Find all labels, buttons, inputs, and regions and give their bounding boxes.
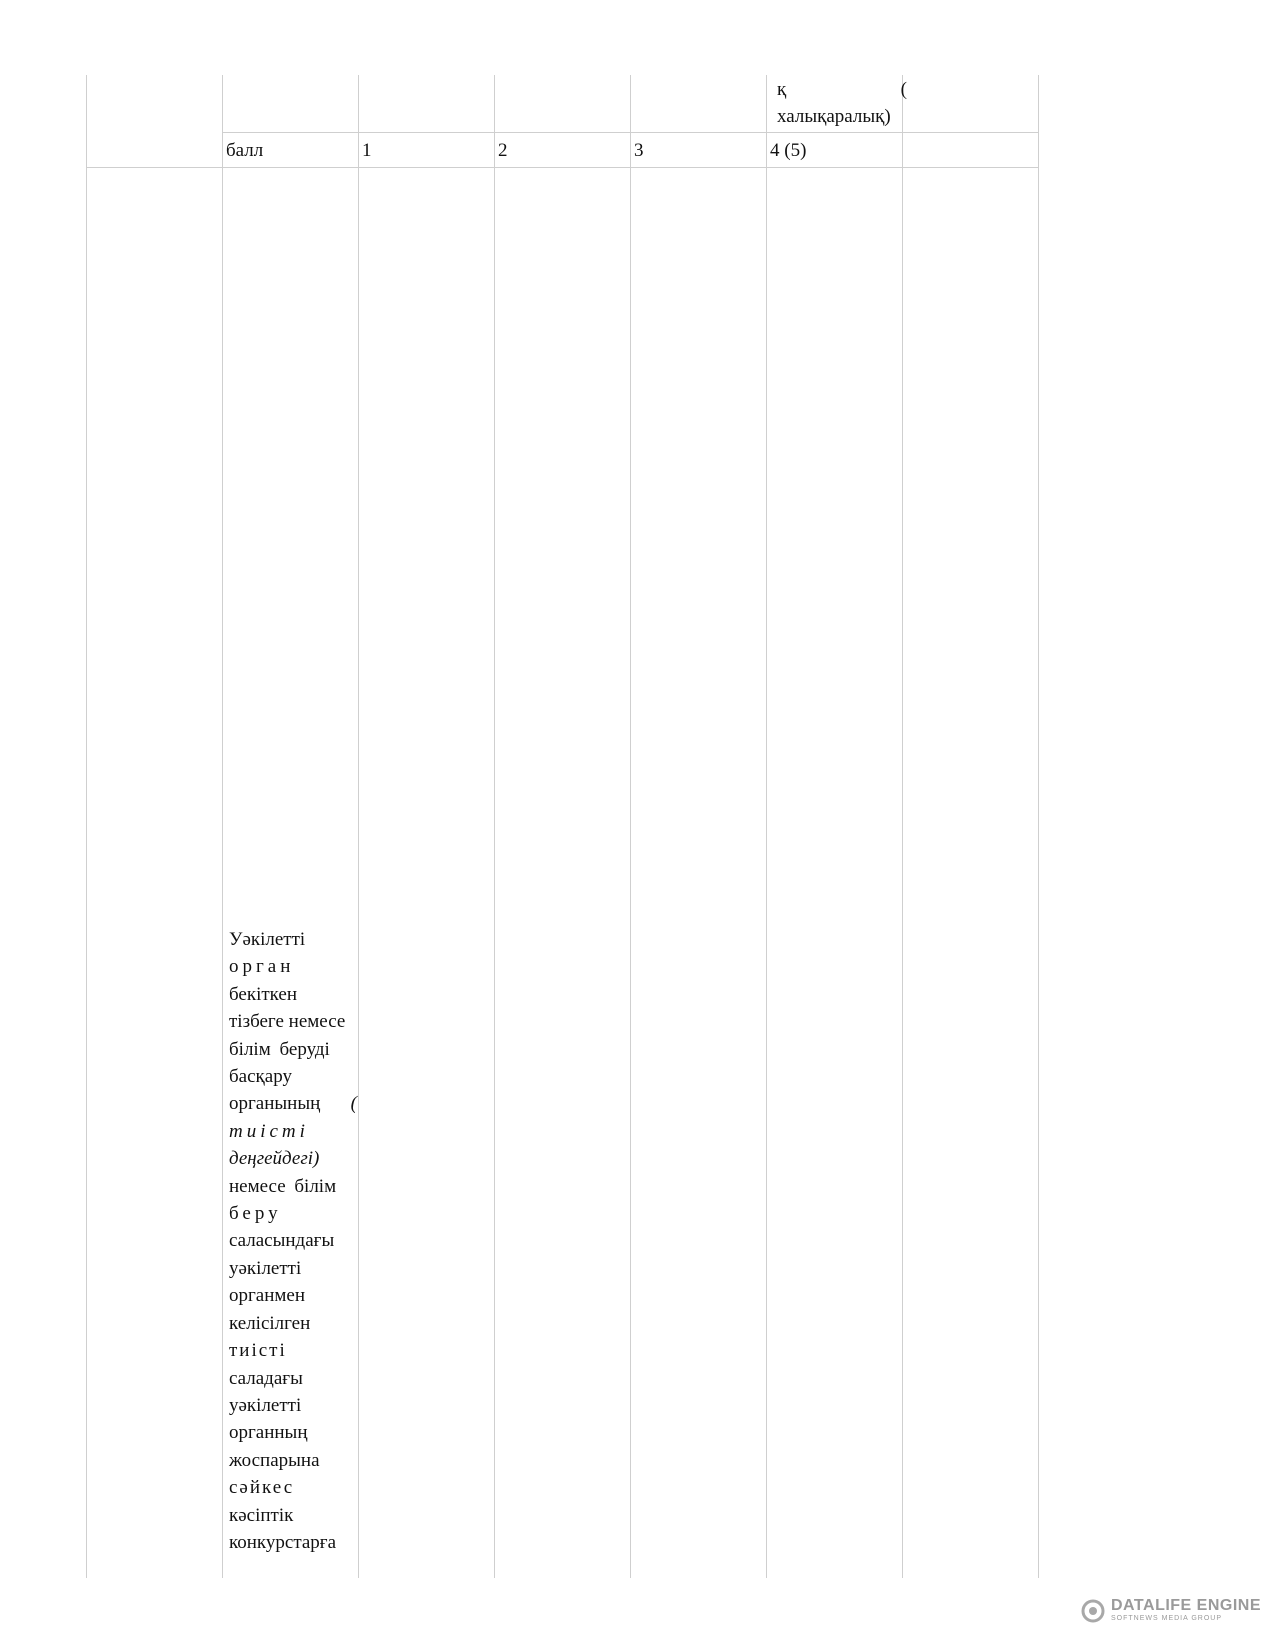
desc-line: немесе білім	[229, 1175, 337, 1197]
desc-line-justified	[229, 1090, 357, 1117]
table-border	[222, 75, 223, 1578]
desc-line: уәкілетті	[229, 1394, 302, 1416]
table-border	[86, 75, 87, 1578]
table-border	[902, 75, 903, 1578]
logo-subtitle: SOFTNEWS MEDIA GROUP	[1111, 1615, 1223, 1622]
desc-line: сәйкес	[229, 1477, 295, 1499]
desc-line: келісілген	[229, 1312, 311, 1334]
top-cell-line1-left: қ	[777, 79, 787, 100]
desc-line: конкурстарға	[229, 1531, 337, 1553]
top-cell-text	[777, 76, 907, 130]
desc-line: органмен	[229, 1285, 306, 1307]
table-border	[1038, 75, 1039, 1578]
desc-line: орган	[229, 956, 295, 978]
table-border	[766, 75, 767, 1578]
table-border	[630, 75, 631, 1578]
desc-line: уәкілетті	[229, 1257, 302, 1279]
desc-line: органының	[229, 1093, 321, 1115]
desc-line: деңгейдегі)	[229, 1148, 320, 1170]
criterion-description	[229, 926, 359, 1556]
desc-line: білім беруді	[229, 1038, 330, 1060]
datalife-logo	[1081, 1598, 1261, 1623]
desc-line: жоспарына	[229, 1449, 320, 1471]
score-4: 4 (5)	[770, 140, 807, 161]
top-cell-line1-right: (	[900, 79, 907, 100]
desc-line: Уәкілетті	[229, 929, 306, 950]
desc-line: беру	[229, 1203, 282, 1225]
desc-paren: (	[350, 1093, 357, 1115]
desc-line: басқару	[229, 1066, 292, 1088]
desc-line: кәсіптік	[229, 1504, 294, 1526]
table-border	[222, 132, 1039, 133]
desc-line: тиісті	[229, 1120, 309, 1142]
logo-title: DATALIFE ENGINE	[1111, 1597, 1262, 1614]
desc-line: органның	[229, 1422, 308, 1444]
score-1: 1	[362, 140, 372, 161]
score-2: 2	[498, 140, 508, 161]
top-cell-line2: халықаралық)	[777, 106, 891, 127]
datalife-logo-icon	[1081, 1599, 1105, 1623]
desc-line: саладағы	[229, 1367, 303, 1389]
table-border	[494, 75, 495, 1578]
desc-line: саласындағы	[229, 1230, 335, 1252]
score-3: 3	[634, 140, 644, 161]
score-label: балл	[226, 140, 264, 161]
desc-line: тиісті	[229, 1340, 287, 1362]
desc-line: тізбеге немесе	[229, 1011, 346, 1033]
table-border	[86, 167, 1039, 168]
desc-line: бекіткен	[229, 983, 298, 1005]
